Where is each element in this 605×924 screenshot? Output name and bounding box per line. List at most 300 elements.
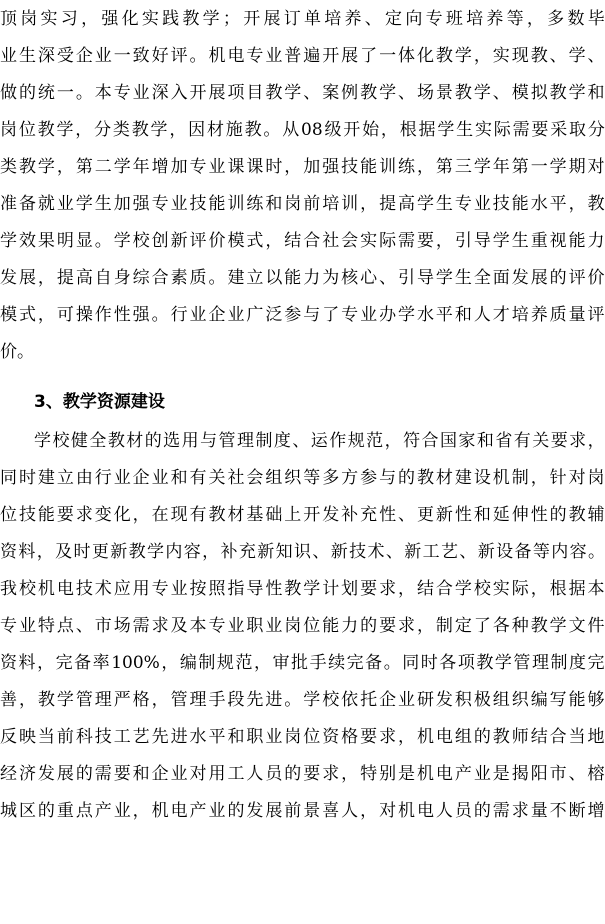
glyph: 业 (170, 194, 188, 214)
glyph: 教 (360, 83, 378, 103)
glyph: ， (360, 194, 378, 214)
glyph: 产 (94, 801, 112, 821)
glyph: 进 (170, 727, 188, 747)
glyph: 的 (360, 616, 378, 636)
glyph: 料 (18, 653, 36, 673)
glyph: 学 (549, 616, 567, 636)
glyph: 职 (246, 727, 264, 747)
glyph: 需 (94, 764, 112, 784)
glyph: 第 (75, 157, 93, 177)
glyph: 际 (379, 231, 397, 251)
glyph: 健 (70, 431, 88, 451)
glyph: 现 (511, 46, 529, 66)
glyph: 专 (151, 579, 169, 599)
glyph: 能 (208, 194, 226, 214)
glyph: 向 (405, 9, 423, 29)
glyph: 课 (227, 157, 245, 177)
glyph: 技 (189, 194, 207, 214)
glyph: 化 (416, 46, 434, 66)
glyph: 新 (257, 542, 275, 562)
glyph: 人 (473, 305, 491, 325)
glyph: 组 (265, 468, 283, 488)
glyph: 员 (265, 764, 283, 784)
glyph: 的 (284, 764, 302, 784)
glyph: 与 (379, 468, 397, 488)
glyph: 会 (246, 468, 264, 488)
glyph: 工 (422, 542, 440, 562)
glyph: 年 (492, 157, 510, 177)
glyph: 用 (181, 431, 199, 451)
glyph: 要 (360, 727, 378, 747)
glyph: 遍 (303, 46, 321, 66)
glyph: 运 (310, 431, 328, 451)
glyph: 理 (94, 690, 112, 710)
glyph: 教 (131, 120, 149, 140)
glyph: 材 (435, 468, 453, 488)
glyph: 根 (549, 579, 567, 599)
glyph: 本 (189, 616, 207, 636)
glyph: 教 (530, 616, 548, 636)
glyph: 定 (385, 9, 403, 29)
section-heading: 3、教学资源建设 (34, 392, 165, 412)
glyph: 。 (94, 231, 112, 251)
glyph: 生 (454, 268, 472, 288)
glyph: 评 (568, 268, 586, 288)
glyph: 模 (511, 83, 529, 103)
glyph: 映 (18, 727, 36, 747)
glyph: 合 (421, 431, 439, 451)
glyph: 学 (473, 83, 491, 103)
glyph: 案 (322, 83, 340, 103)
glyph: 础 (265, 505, 283, 525)
paragraph-line (0, 45, 605, 67)
glyph: 采 (550, 120, 568, 140)
glyph: 依 (341, 690, 359, 710)
glyph: 资 (0, 542, 17, 562)
glyph: 质 (189, 268, 207, 288)
glyph: 要 (360, 579, 378, 599)
glyph: 是 (398, 764, 416, 784)
glyph: 校 (473, 579, 491, 599)
glyph: 社 (227, 468, 245, 488)
glyph: 织 (284, 468, 302, 488)
glyph: 与 (200, 431, 218, 451)
glyph: 专 (208, 616, 226, 636)
paragraph-line (0, 82, 605, 104)
glyph: 同 (402, 653, 420, 673)
glyph: 和 (476, 431, 494, 451)
glyph: 变 (94, 505, 112, 525)
glyph: 能 (284, 268, 302, 288)
glyph: 应 (113, 579, 131, 599)
glyph: 练 (246, 194, 264, 214)
glyph: 模 (227, 231, 245, 251)
glyph: 施 (225, 120, 243, 140)
glyph: 致 (132, 46, 150, 66)
glyph: 业 (94, 46, 112, 66)
glyph: 用 (208, 764, 226, 784)
glyph: 人 (435, 801, 453, 821)
glyph: 计 (322, 579, 340, 599)
glyph: 格 (132, 690, 150, 710)
glyph: 家 (458, 431, 476, 451)
glyph: 发 (246, 801, 264, 821)
glyph: 价 (208, 231, 226, 251)
glyph: 设 (496, 542, 514, 562)
glyph: 教 (454, 83, 472, 103)
glyph: 专 (246, 46, 264, 66)
glyph: ， (360, 801, 378, 821)
glyph: 技 (75, 579, 93, 599)
glyph: 、 (303, 83, 321, 103)
glyph: 及 (170, 616, 188, 636)
glyph: 点 (75, 801, 93, 821)
glyph: 科 (75, 727, 93, 747)
glyph: 极 (473, 690, 491, 710)
glyph: 岗 (284, 727, 302, 747)
glyph: 关 (532, 431, 550, 451)
glyph: ， (398, 579, 416, 599)
paragraph-line (0, 800, 605, 822)
glyph: 先 (151, 727, 169, 747)
glyph: 人 (246, 764, 264, 784)
glyph: 践 (162, 9, 180, 29)
glyph: 发 (435, 690, 453, 710)
glyph: 善 (0, 690, 17, 710)
glyph: ， (253, 653, 271, 673)
glyph: 业 (473, 194, 491, 214)
glyph: 、 (75, 616, 93, 636)
glyph: 展 (56, 764, 74, 784)
glyph: 。 (383, 653, 401, 673)
glyph: 求 (379, 727, 397, 747)
glyph: 我 (0, 579, 17, 599)
glyph: 第 (435, 157, 453, 177)
glyph: 电 (435, 764, 453, 784)
glyph: 省 (495, 431, 513, 451)
glyph: ， (81, 9, 99, 29)
glyph: 批 (291, 653, 309, 673)
glyph: 价 (587, 268, 605, 288)
glyph: 业 (151, 468, 169, 488)
glyph: 单 (303, 9, 321, 29)
glyph: 场 (113, 616, 131, 636)
glyph: 视 (549, 231, 567, 251)
glyph: 求 (379, 579, 397, 599)
glyph: 的 (144, 431, 162, 451)
glyph: 、 (568, 764, 586, 784)
paragraph-line (0, 578, 605, 600)
glyph: 高 (75, 268, 93, 288)
glyph: 实 (492, 579, 510, 599)
glyph: 学 (435, 268, 453, 288)
glyph: 性 (379, 505, 397, 525)
glyph: ， (284, 157, 302, 177)
glyph: 要 (379, 616, 397, 636)
glyph: 时 (265, 157, 283, 177)
glyph: 术 (367, 542, 385, 562)
glyph: ， (151, 690, 169, 710)
glyph: 需 (132, 616, 150, 636)
glyph: 作 (94, 305, 112, 325)
glyph: 教 (107, 431, 125, 451)
glyph: 技 (94, 727, 112, 747)
glyph: 积 (454, 690, 472, 710)
glyph: ， (132, 801, 150, 821)
glyph: 根 (399, 120, 417, 140)
glyph: 先 (246, 690, 264, 710)
glyph: 学 (113, 157, 131, 177)
glyph: 岗 (587, 468, 605, 488)
glyph: 、 (459, 542, 477, 562)
glyph: 岗 (284, 194, 302, 214)
glyph: 展 (341, 46, 359, 66)
glyph: 好 (151, 46, 169, 66)
glyph: 技 (349, 542, 367, 562)
glyph: 学 (568, 46, 586, 66)
glyph: 习 (60, 9, 78, 29)
glyph: 位 (303, 727, 321, 747)
glyph: 现 (170, 505, 188, 525)
glyph: 专 (151, 194, 169, 214)
glyph: 方 (341, 468, 359, 488)
glyph: 发 (37, 764, 55, 784)
glyph: 创 (151, 231, 169, 251)
glyph: 增 (151, 157, 169, 177)
glyph: 教 (568, 505, 586, 525)
glyph: 的 (398, 468, 416, 488)
glyph: 等 (303, 468, 321, 488)
glyph: 素 (170, 268, 188, 288)
glyph: 学 (473, 157, 491, 177)
paragraph-line (0, 763, 605, 785)
glyph: 对 (379, 801, 397, 821)
glyph: 设 (473, 468, 491, 488)
glyph: 进 (265, 690, 283, 710)
glyph: 和 (132, 764, 150, 784)
glyph: 了 (473, 616, 491, 636)
glyph: 内 (165, 542, 183, 562)
glyph: 电 (435, 727, 453, 747)
glyph: 训 (379, 157, 397, 177)
glyph: 期 (568, 157, 586, 177)
glyph: 强 (101, 9, 119, 29)
glyph: 明 (56, 231, 74, 251)
glyph: 展 (263, 9, 281, 29)
glyph: 是 (492, 764, 510, 784)
glyph: 求 (151, 616, 169, 636)
glyph: 要 (303, 764, 321, 784)
glyph: 能 (37, 505, 55, 525)
glyph: 身 (113, 268, 131, 288)
glyph: 量 (568, 305, 586, 325)
glyph: 生 (18, 46, 36, 66)
glyph: 新 (477, 542, 495, 562)
glyph: 操 (75, 305, 93, 325)
glyph: 揭 (511, 764, 529, 784)
glyph: 学 (284, 83, 302, 103)
glyph: 学 (303, 579, 321, 599)
glyph: 师 (511, 727, 529, 747)
glyph: 编 (179, 653, 197, 673)
glyph: 专 (189, 157, 207, 177)
glyph: 完 (55, 653, 73, 673)
glyph: 据 (418, 120, 436, 140)
glyph: 制 (511, 468, 529, 488)
glyph: 求 (322, 764, 340, 784)
glyph: 点 (56, 616, 74, 636)
glyph: 加 (303, 157, 321, 177)
glyph: 校 (322, 690, 340, 710)
glyph: 时 (420, 653, 438, 673)
glyph: 教 (476, 653, 494, 673)
paragraph-line (0, 652, 605, 674)
glyph: 专 (425, 9, 443, 29)
glyph: 市 (94, 616, 112, 636)
glyph: 新 (435, 505, 453, 525)
glyph: 工 (227, 764, 245, 784)
glyph: 理 (531, 653, 549, 673)
glyph: 提 (379, 194, 397, 214)
glyph: 合 (435, 579, 453, 599)
glyph: 电 (416, 801, 434, 821)
glyph: 业 (113, 801, 131, 821)
glyph: 需 (398, 231, 416, 251)
glyph: 力 (587, 231, 605, 251)
glyph: 训 (341, 194, 359, 214)
glyph: 教 (435, 46, 453, 66)
glyph: 和 (227, 727, 245, 747)
glyph: 水 (416, 305, 434, 325)
glyph: 学 (379, 83, 397, 103)
glyph: 按 (189, 579, 207, 599)
glyph: 要 (416, 231, 434, 251)
glyph: 深 (37, 46, 55, 66)
glyph: 业 (265, 46, 283, 66)
glyph: 产 (454, 764, 472, 784)
glyph: 学 (437, 120, 455, 140)
glyph: 合 (549, 727, 567, 747)
glyph: 三 (454, 157, 472, 177)
glyph: 培 (511, 305, 529, 325)
glyph: 、 (398, 505, 416, 525)
glyph: 业 (189, 305, 207, 325)
glyph: 延 (492, 505, 510, 525)
glyph: 能 (568, 690, 586, 710)
glyph: 岗 (284, 616, 302, 636)
glyph: 生 (435, 194, 453, 214)
glyph: 、 (549, 46, 567, 66)
glyph: 业 (113, 468, 131, 488)
glyph: 上 (284, 505, 302, 525)
glyph: 等 (532, 542, 550, 562)
glyph: 机 (151, 801, 169, 821)
glyph: 当 (37, 727, 55, 747)
glyph: ， (341, 764, 359, 784)
glyph: 前 (284, 801, 302, 821)
glyph: 发 (0, 268, 17, 288)
paragraph-line (0, 119, 605, 141)
glyph: 企 (151, 764, 169, 784)
glyph: 更 (416, 505, 434, 525)
glyph: 参 (284, 305, 302, 325)
glyph: 教 (284, 579, 302, 599)
glyph: ， (416, 157, 434, 177)
glyph: 强 (132, 305, 150, 325)
glyph: 能 (568, 231, 586, 251)
glyph: ， (568, 194, 586, 214)
glyph: 准 (0, 194, 17, 214)
glyph: 充 (238, 542, 256, 562)
glyph: 市 (549, 764, 567, 784)
glyph: 培 (322, 194, 340, 214)
glyph: 可 (56, 305, 74, 325)
glyph: 实 (141, 9, 159, 29)
glyph: 景 (303, 801, 321, 821)
glyph: 织 (511, 690, 529, 710)
glyph: 项 (227, 83, 245, 103)
glyph: 力 (341, 616, 359, 636)
glyph: 划 (341, 579, 359, 599)
paragraph-line (0, 504, 605, 526)
glyph: 场 (416, 83, 434, 103)
glyph: 各 (492, 616, 510, 636)
paragraph-line (0, 267, 605, 289)
glyph: 加 (113, 194, 131, 214)
glyph: 开 (189, 83, 207, 103)
glyph: 有 (513, 431, 531, 451)
glyph: 质 (549, 305, 567, 325)
glyph: 同 (0, 468, 17, 488)
glyph: 实 (40, 9, 58, 29)
glyph: 的 (549, 505, 567, 525)
glyph: 重 (56, 801, 74, 821)
glyph: 展 (208, 83, 226, 103)
glyph: 行 (170, 305, 188, 325)
glyph: 一 (379, 46, 397, 66)
glyph: 企 (379, 690, 397, 710)
glyph: 对 (587, 157, 605, 177)
glyph: 校 (52, 431, 70, 451)
glyph: 位 (303, 616, 321, 636)
glyph: 管 (218, 431, 236, 451)
glyph: 社 (322, 231, 340, 251)
glyph: 。 (263, 120, 281, 140)
glyph: 新 (330, 542, 348, 562)
glyph: 强 (322, 157, 340, 177)
paragraph-line (0, 193, 605, 215)
glyph: 时 (73, 542, 91, 562)
glyph: 养 (344, 9, 362, 29)
glyph: 手 (309, 653, 327, 673)
glyph: ， (398, 727, 416, 747)
glyph: 展 (530, 268, 548, 288)
glyph: 业 (360, 305, 378, 325)
glyph: 及 (55, 542, 73, 562)
glyph: 严 (113, 690, 131, 710)
glyph: 面 (492, 268, 510, 288)
glyph: 。 (75, 83, 93, 103)
glyph: 校 (18, 579, 36, 599)
paragraph-line (0, 726, 605, 748)
glyph: 显 (75, 231, 93, 251)
glyph: 、 (379, 268, 397, 288)
glyph: 练 (398, 157, 416, 177)
paragraph-line (0, 8, 605, 30)
paragraph-line (0, 430, 605, 452)
glyph: 工 (113, 727, 131, 747)
glyph: 有 (189, 468, 207, 488)
